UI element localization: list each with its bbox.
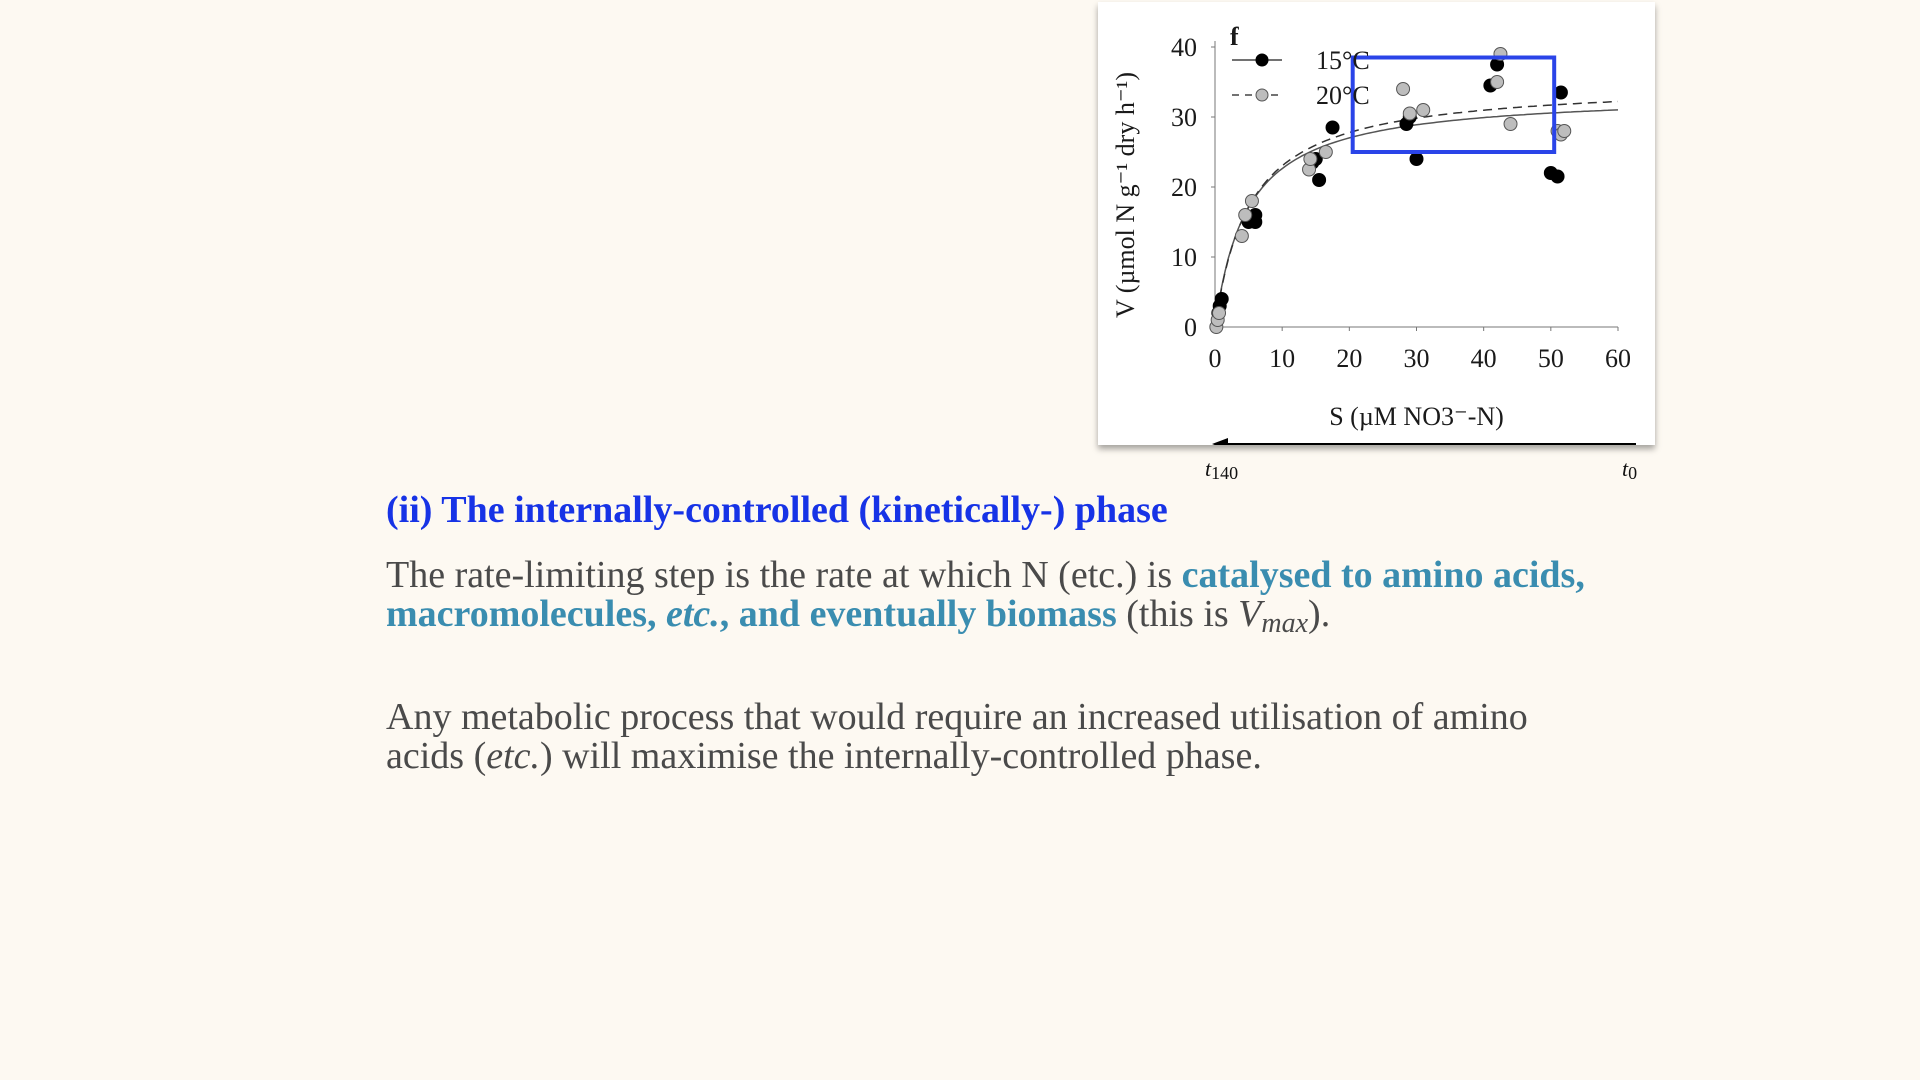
para1-text-b: catalysed to amino acids, macromolecules,: [386, 554, 1585, 635]
time-label-end-letter: t: [1622, 456, 1629, 481]
para2-text-a: Any metabolic process that would require an increased utilisation of amino acids (: [386, 696, 1528, 777]
vmax-sub: max: [1261, 608, 1309, 639]
fit-curve-15c: [1215, 110, 1618, 327]
legend-label-20c: 20°C: [1316, 81, 1370, 110]
x-tick-label: 40: [1470, 344, 1497, 373]
paragraph-rate-limiting: [386, 556, 1586, 643]
time-label-start: [1205, 456, 1238, 484]
data-point-20c: [1304, 153, 1317, 166]
x-tick-label: 10: [1269, 344, 1296, 373]
para2-text-b: etc.: [486, 735, 541, 777]
vmax-v: V: [1238, 593, 1262, 635]
para1-text-c: etc.: [666, 593, 720, 635]
figure-card: [1098, 2, 1655, 445]
x-axis-title: S (µM NO3⁻-N): [1329, 402, 1504, 431]
para1-text-d: , and eventually biomass: [719, 593, 1117, 635]
data-point-15c: [1551, 170, 1564, 183]
data-point-20c: [1417, 104, 1430, 117]
x-tick-label: 50: [1537, 344, 1564, 373]
data-point-20c: [1235, 230, 1248, 243]
y-tick-label: 30: [1171, 103, 1197, 132]
data-point-15c: [1554, 86, 1567, 99]
data-point-15c: [1313, 174, 1326, 187]
chart: [1098, 2, 1655, 445]
data-point-20c: [1491, 76, 1504, 89]
section-heading: (ii) The internally-controlled (kinetically-) phase: [386, 489, 1168, 531]
legend-marker-15c: [1256, 54, 1268, 66]
y-tick-label: 10: [1171, 243, 1197, 272]
time-arrow-head: [1212, 438, 1228, 445]
data-point-15c: [1410, 153, 1423, 166]
y-axis-title: V (µmol N g⁻¹ dry h⁻¹): [1111, 71, 1140, 319]
data-point-20c: [1403, 107, 1416, 120]
legend-marker-20c: [1256, 89, 1268, 101]
time-label-end-sub: 0: [1628, 463, 1638, 483]
data-point-15c: [1215, 293, 1228, 306]
y-tick-label: 0: [1184, 313, 1197, 342]
panel-label: f: [1230, 22, 1239, 51]
legend-label-15c: 15°C: [1316, 46, 1370, 75]
y-tick-label: 40: [1171, 33, 1197, 62]
data-point-20c: [1239, 209, 1252, 222]
paragraph-metabolic-process: [386, 698, 1586, 776]
para2-text-c: ) will maximise the internally-controlled phase.: [540, 735, 1262, 777]
y-tick-label: 20: [1171, 173, 1197, 202]
time-label-start-sub: 140: [1211, 463, 1239, 483]
time-label-start-letter: t: [1205, 456, 1212, 481]
highlight-box: [1353, 58, 1555, 153]
data-point-20c: [1319, 146, 1332, 159]
para1-text-h: ).: [1308, 593, 1331, 635]
data-point-20c: [1397, 83, 1410, 96]
time-label-end: [1622, 456, 1637, 484]
data-point-20c: [1213, 307, 1226, 320]
x-tick-label: 30: [1403, 344, 1430, 373]
x-tick-label: 0: [1208, 344, 1222, 373]
para1-text-e: (this is: [1116, 593, 1239, 635]
x-tick-label: 60: [1605, 344, 1631, 373]
data-point-20c: [1558, 125, 1571, 138]
data-point-20c: [1245, 195, 1258, 208]
data-point-15c: [1326, 121, 1339, 134]
para1-text-a: The rate-limiting step is the rate at which N (etc.) is: [386, 554, 1182, 596]
x-tick-label: 20: [1336, 344, 1363, 373]
data-point-20c: [1504, 118, 1517, 131]
